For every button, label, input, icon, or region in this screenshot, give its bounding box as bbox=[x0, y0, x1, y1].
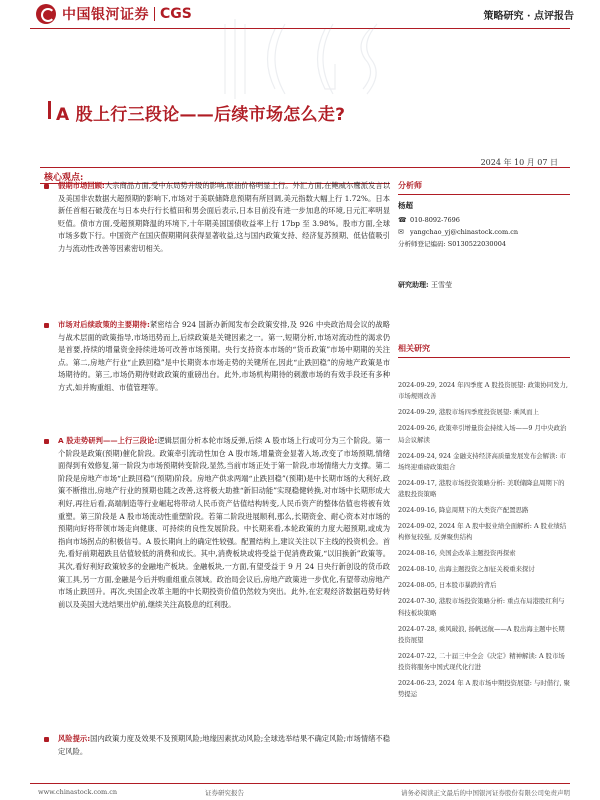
related-research-list bbox=[398, 380, 570, 701]
footer-center-label: 证券研究报告 bbox=[205, 789, 244, 797]
related-research-item[interactable]: 2024-07-30, 港股市场投资策略分析: 重点布局港股红利与科技板块策略 bbox=[398, 597, 565, 617]
section-head: 市场对后续政策的主要期待: bbox=[58, 320, 150, 329]
related-research-item[interactable]: 2024-09-02, 2024 年 A 股中报业绩全面解析: A 股业绩结构修复较强, 反弹聚焦结构 bbox=[398, 522, 567, 542]
report-type: 策略研究 · 点评报告 bbox=[483, 11, 574, 22]
brand-divider bbox=[154, 7, 155, 21]
related-research-item[interactable]: 2024-09-29, 港股市场四季度投资展望: 乘风而上 bbox=[398, 408, 539, 417]
analyst-heading: 分析师 bbox=[398, 181, 422, 190]
analyst-cert-row bbox=[398, 238, 570, 250]
related-research-item[interactable]: 2024-08-16, 央国企改革主题投资再探索 bbox=[398, 549, 516, 558]
related-research-item[interactable]: 2024-09-29, 2024 年四季度 A 股投资展望: 政策协同发力,市场规则改善 bbox=[398, 381, 568, 401]
related-research-item[interactable]: 2024-07-22, 二十届三中全会《决定》精神解读: A 股市场投资将服务中国式现代化行进 bbox=[398, 651, 565, 672]
related-research-item[interactable]: 2024-08-05, 日本股市暴跌的背后 bbox=[398, 581, 497, 590]
core-points-heading: 核心观点: bbox=[44, 173, 84, 183]
brand-name-cn: 中国银河证券 bbox=[62, 7, 149, 23]
section-holiday-review bbox=[44, 180, 390, 256]
section-risk-warning bbox=[44, 733, 390, 758]
related-research-item[interactable]: 2024-06-23, 2024 年 A 股市场中期投资展望: 与时偕行, 聚势提运 bbox=[398, 679, 570, 699]
analyst-email-row bbox=[398, 226, 570, 238]
bullet-icon bbox=[44, 439, 49, 444]
research-assistant bbox=[398, 280, 570, 290]
related-research-item[interactable]: 2024-09-17, 港股市场投资策略分析: 美联储降息周期下的港股投资策略 bbox=[398, 478, 565, 499]
related-research-heading: 相关研究 bbox=[398, 344, 430, 353]
related-research-item[interactable]: 2024-07-28, 乘风破浪, 扬帆远航——A 股出海主题中长期投资展望 bbox=[398, 624, 565, 644]
assistant-label: 研究助理: bbox=[398, 280, 429, 289]
bullet-icon bbox=[44, 737, 49, 742]
brand-logo bbox=[36, 4, 192, 24]
assistant-name: 王雪莹 bbox=[431, 281, 453, 289]
analyst-divider bbox=[398, 194, 570, 195]
phone-icon: ☎ bbox=[398, 216, 407, 224]
footer-website[interactable]: www.chinastock.com.cn bbox=[38, 788, 118, 796]
section-policy-expectations bbox=[44, 319, 390, 395]
report-title: A 股上行三段论——后续市场怎么走? bbox=[56, 105, 346, 125]
analyst-panel bbox=[398, 180, 570, 290]
galaxy-logo-icon bbox=[36, 4, 56, 24]
related-research-divider bbox=[398, 357, 570, 358]
bullet-icon bbox=[44, 184, 49, 189]
title-divider bbox=[40, 167, 570, 168]
report-date: 2024 年 10 月 07 日 bbox=[480, 158, 558, 167]
section-text: 大宗商品方面,受中东局势升级的影响,原油价格明显上行。外汇方面,在鲍威尔鹰派发言以及美国非农数据大超预期的影响下,市场对于美联储降息预期有所回调,美元指数大幅上行 1.72%。日本新任首相石破茂在与日本央行行长植田和男会面后表示,日本目前没有进一步加息的环境,日元汇率明显贬值。债市方面,受超预期降温的环境下,十年期美国国债收益率上行 17bp 至 3.98%。股市方面,全球市场多数下行。中国资产在国庆假期期间获得显著收益,这与国内政策支持、经济复苏预期、低估值吸引力与流动性改善等因素密切相关。 bbox=[58, 181, 390, 253]
section-market-outlook bbox=[44, 435, 390, 611]
analyst-phone-row bbox=[398, 214, 570, 226]
title-accent-bar bbox=[48, 101, 51, 119]
bullet-icon bbox=[44, 323, 49, 328]
analyst-phone: 010-8092-7696 bbox=[410, 216, 460, 224]
related-research-item[interactable]: 2024-09-16, 降息周期下的大类资产配置思路 bbox=[398, 506, 529, 515]
related-research-item[interactable]: 2024-09-26, 政策牵引增量资金持续入场——9 月中央政治局会议解读 bbox=[398, 424, 567, 444]
analyst-email[interactable]: yangchao_yj@chinastock.com.cn bbox=[410, 228, 519, 236]
brand-name-en: CGS bbox=[160, 6, 192, 22]
related-research-panel bbox=[398, 343, 570, 705]
email-icon: ✉ bbox=[398, 228, 404, 236]
section-text: 国内政策力度及效果不及预期风险;地缘因素扰动风险;全球选举结果不确定风险;市场情绪不稳定风险。 bbox=[58, 734, 391, 756]
section-head: 风险提示: bbox=[58, 734, 91, 743]
footer-disclaimer: 请务必阅读正文最后的中国银河证券股份有限公司免责声明 bbox=[401, 789, 570, 797]
analyst-cert: 分析师登记编码: S0130522030004 bbox=[398, 240, 506, 248]
related-research-item[interactable]: 2024-09-24, 924 金融支持经济高质量发展发布会解读: 市场终迎重磅政策组合 bbox=[398, 451, 566, 471]
section-text: 紧密结合 924 国新办新闻发布会政策安排,及 926 中央政治局会议的战略与战术层面的政策指导,市场迅势而上,后续政策是关键因素之一。第一,短期分析,市场对流动性的渴求仍是首要,持续的增量资金持续进场可改善市场预期。央行支持资本市场的“货币政策”市场中期期的关注点。第二,房地产行业“止跌回稳”是中长期资本市场走势的关键所在,因此“止跌回稳”的房地产政策是市场期待的。第三,市场仍期待财政政策的重磅出台。此外,市场机构期待的刺激市场的有效手段还有多种方式,如并购重组、市值管理等。 bbox=[58, 320, 390, 392]
section-head: 假期市场回顾: bbox=[58, 181, 105, 190]
section-head: A 股走势研判——上行三段论: bbox=[58, 436, 158, 445]
related-research-item[interactable]: 2024-08-10, 出海主题投资之加征关税重来探讨 bbox=[398, 565, 535, 574]
cgs-watermark-icon bbox=[205, 14, 395, 104]
analyst-name: 杨超 bbox=[398, 201, 413, 210]
footer-divider bbox=[30, 783, 570, 784]
section-text: 逻辑层面分析本轮市场反弹,后续 A 股市场上行或可分为三个阶段。第一个阶段是政策(预期)催化阶段。政策牵引流动性加仓 A 股市场,增量资金显著入场,改变了市场预期,情绪面得到有效修复,第一阶段为市场预期转变阶段,显然,当前市场正处于第一阶段,市场情绪大力支撑。第二阶段是房地产市场“止跌回稳”(预期)阶段。房地产供求两端“止跌回稳”(预期)是中长期市场的大利好,政策不断推出,房地产行业的预期也随之改善,这将极大助推“新旧动能”实现稳健转换,对市场中长期形成大利好,再往后看,高端制造等行业崛起将带动人民币资产估值结构转变,人民币资产的整体估值也将被有效重塑。第三阶段是 A 股市场流动性重塑阶段。若第二阶段进展顺利,那么,长期资金、耐心资本对市场的预期向好将带领市场走向健康、可持续的良性发展阶段。中长期来看,本轮政策的力度大超预期,或成为指向市场拐点的积极信号。A 股长期向上的确定性较强。配置结构上,建议关注以下主线的投资机会。首先,看好前期超跌且估值较低的消费和成长。其中,消费板块或将受益于促消费政策,“以旧换新”政策等。其次,看好利好政策较多的金融地产板块。金融板块,一方面,有望受益于 9 月 24 日央行新创设的货币政策工具,另一方面,金融是今后并购重组重点领域。政治局会议后,房地产政策进一步优化,有望带动房地产市场止跌回升。再次,央国企改革主题的中长期投资价值仍然较为突出。此外,在宏观经济数据趋势好转前以及美国大选结果出炉前,继续关注高股息的红利股。 bbox=[58, 436, 391, 609]
